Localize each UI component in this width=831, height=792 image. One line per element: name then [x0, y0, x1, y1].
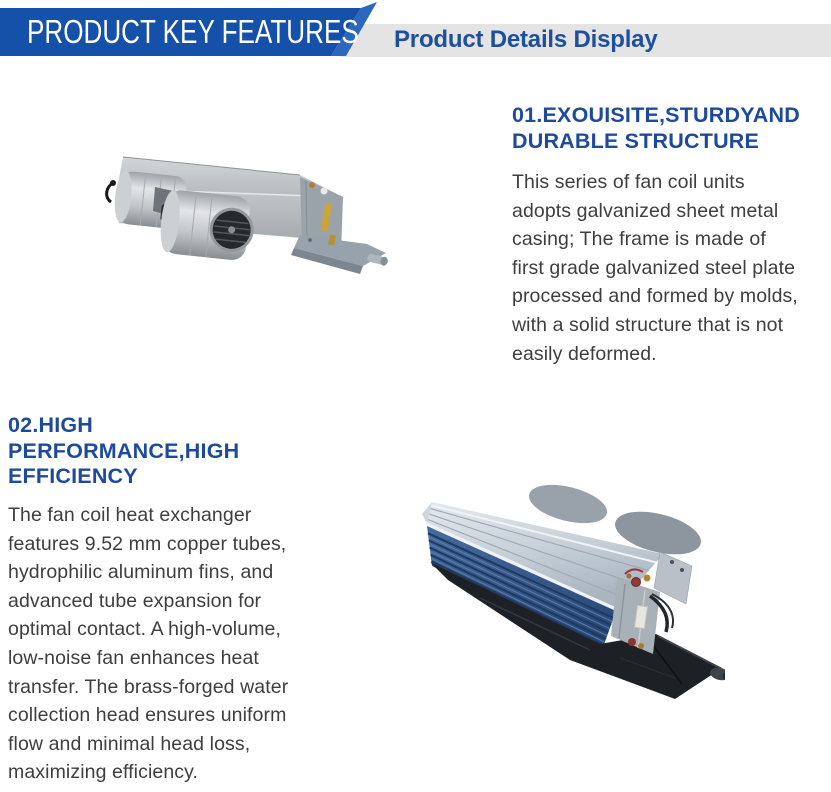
front-blower-fan [158, 189, 257, 262]
text-line: first grade galvanized steel plate [512, 256, 796, 279]
text-line: DURABLE STRUCTURE [512, 128, 760, 153]
text-line: maximizing efficiency. [8, 761, 199, 784]
banner-label: PRODUCT KEY FEATURES [27, 13, 359, 50]
drain-pan [291, 235, 389, 274]
text-line: advanced tube expansion for [8, 589, 262, 612]
text-line: transfer. The brass-forged water [8, 675, 289, 698]
text-line: processed and formed by molds, [512, 285, 798, 308]
text-line: 02.HIGH [8, 413, 94, 437]
text-line: with a solid structure that is not [512, 313, 784, 336]
text-line: hydrophilic aluminum fins, and [8, 561, 274, 584]
power-wire [107, 180, 116, 202]
text-line: 01.EXOUISITE,STURDYAND [512, 103, 800, 127]
feature-2-body [8, 501, 343, 787]
text-line: collection head ensures uniform [8, 704, 287, 727]
product-image-blue-coil-unit [420, 478, 725, 700]
text-line: low-noise fan enhances heat [8, 646, 259, 669]
text-line: This series of fan coil units [512, 171, 745, 193]
page-title: Product Details Display [394, 26, 658, 53]
text-line: features 9.52 mm copper tubes, [8, 532, 287, 555]
text-line: adopts galvanized sheet metal [512, 199, 779, 222]
text-line: casing; The frame is made of [512, 228, 766, 251]
text-line: PERFORMANCE,HIGH [8, 438, 240, 463]
feature-1-body [512, 168, 831, 368]
text-line: The fan coil heat exchanger [8, 504, 252, 526]
product-image-galvanized-unit [105, 145, 395, 280]
text-line: easily deformed. [512, 342, 657, 365]
text-line: optimal contact. A high-volume, [8, 618, 281, 641]
feature-2-heading [8, 413, 338, 490]
text-line: EFFICIENCY [8, 464, 138, 488]
text-line: flow and minimal head loss, [8, 732, 251, 755]
feature-1-heading [512, 103, 831, 154]
